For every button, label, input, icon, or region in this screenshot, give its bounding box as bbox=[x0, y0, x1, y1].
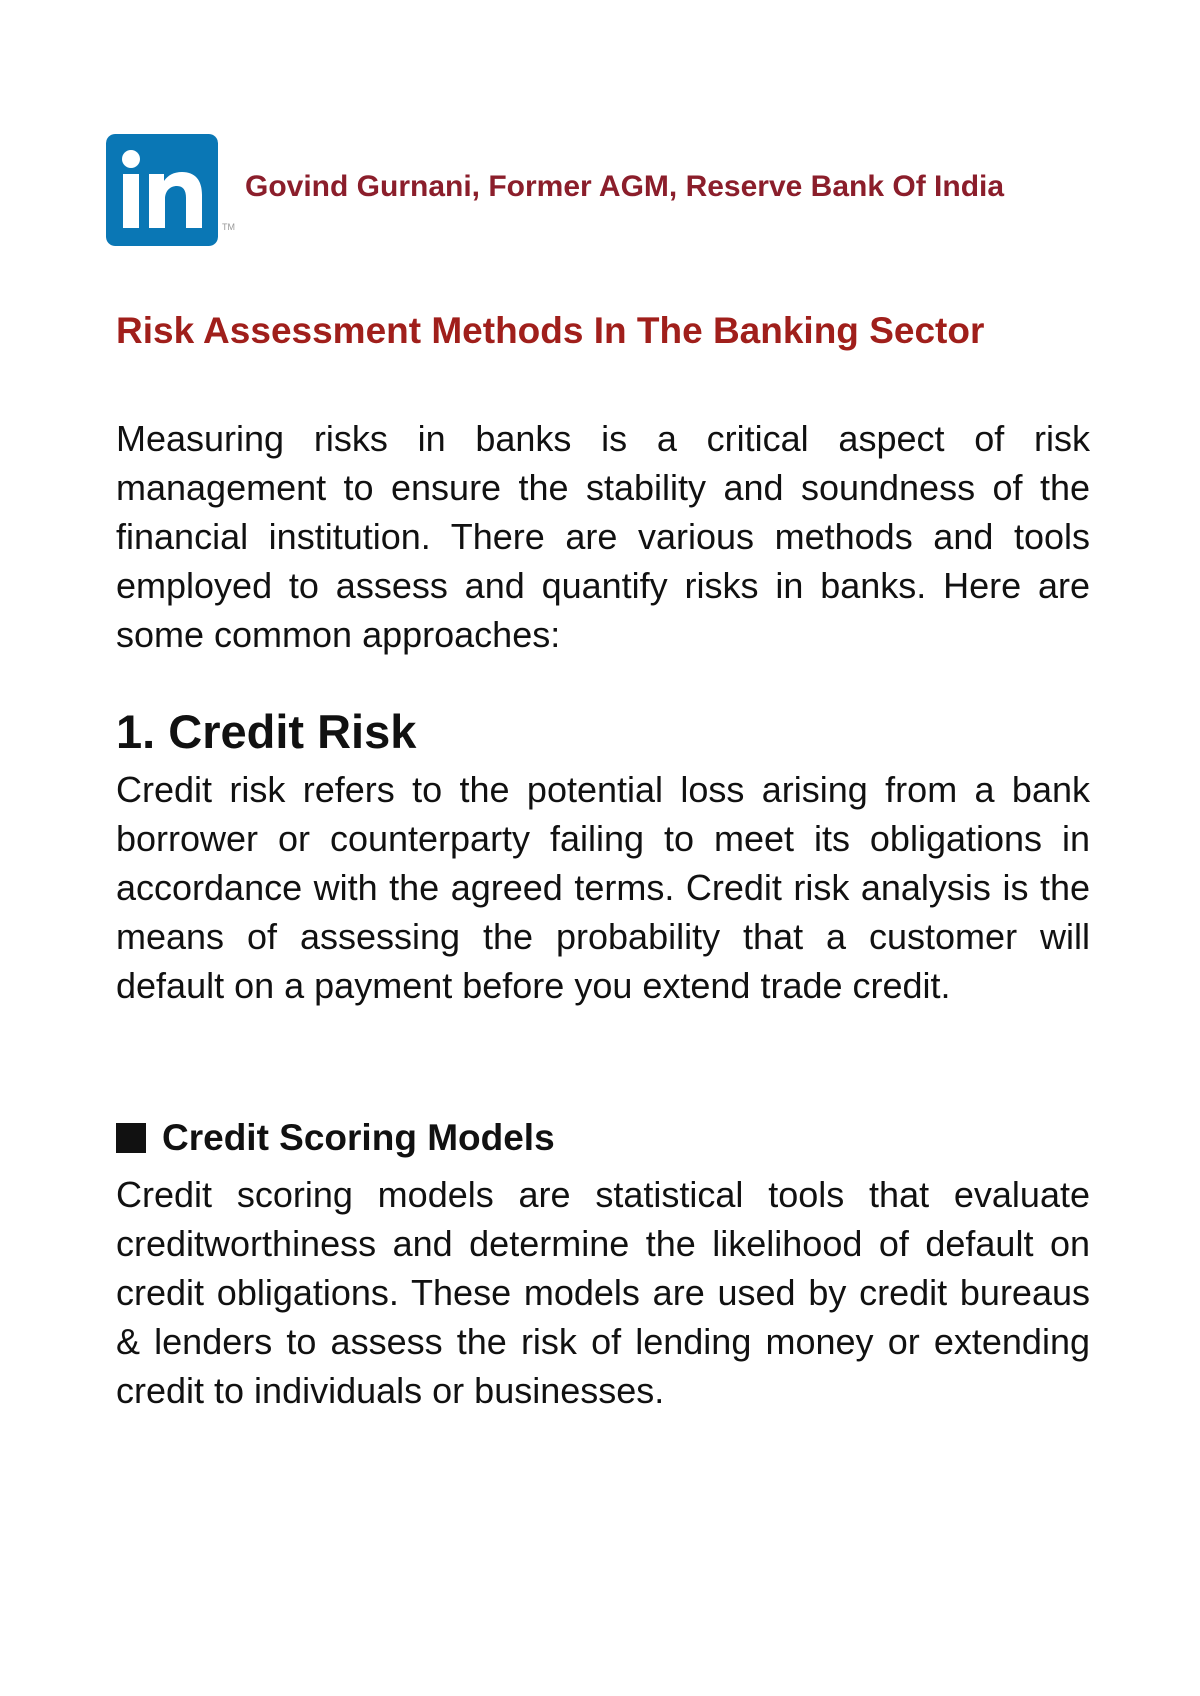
document-title: Risk Assessment Methods In The Banking Sector bbox=[116, 310, 985, 351]
credit-risk-paragraph: Credit risk refers to the potential loss arising from a bank borrower or counterparty failing to meet its obligations in accordance with the agreed terms. Credit risk analysis is the means of assessing the probability that a customer will default on a payment before you extend trade credit. bbox=[116, 769, 1090, 1006]
trademark-symbol: TM bbox=[222, 222, 235, 232]
subsection-heading-label: Credit Scoring Models bbox=[162, 1117, 555, 1158]
intro-paragraph: Measuring risks in banks is a critical aspect of risk management to ensure the stability and soundness of the financial institution. There are various methods and tools employed to assess and quantify risks in banks. Here are some common approaches: bbox=[116, 418, 1090, 655]
linkedin-logo-icon bbox=[106, 134, 218, 246]
black-square-bullet-icon bbox=[116, 1123, 146, 1153]
subsection-heading-credit-scoring bbox=[116, 1114, 555, 1162]
section-heading-credit-risk: 1. Credit Risk bbox=[116, 705, 417, 758]
author-line: Govind Gurnani, Former AGM, Reserve Bank Of India bbox=[245, 170, 1005, 203]
page-header bbox=[106, 134, 1106, 250]
credit-scoring-paragraph: Credit scoring models are statistical tools that evaluate creditworthiness and determine the likelihood of default on credit obligations. These models are used by credit bureaus & lenders to assess the risk of lending money or extending credit to individuals or businesses. bbox=[116, 1174, 1090, 1411]
